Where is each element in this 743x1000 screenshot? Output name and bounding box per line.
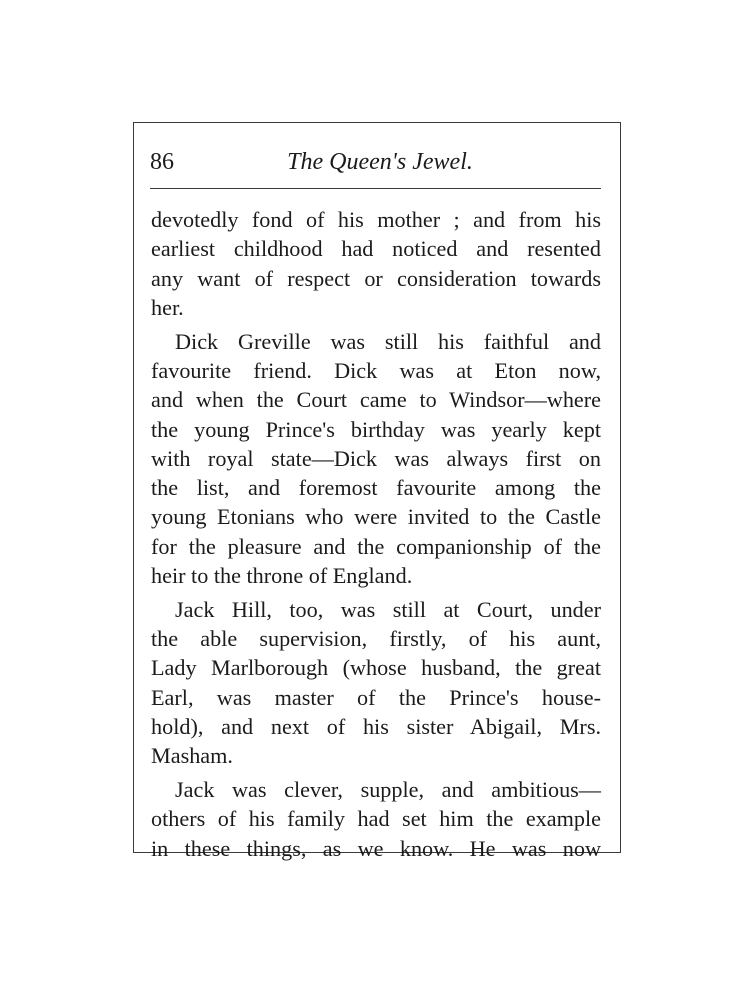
text-line: Jack was clever, supple, and ambitious— xyxy=(175,777,601,803)
text-line: the able supervision, firstly, of his aunt, xyxy=(151,626,601,652)
text-line: hold), and next of his sister Abigail, Mrs. xyxy=(151,714,601,740)
text-line: her. xyxy=(151,294,184,320)
text-line: devotedly fond of his mother ; and from his xyxy=(151,207,601,232)
running-title: The Queen's Jewel. xyxy=(287,149,473,175)
text-line: Lady Marlborough (whose husband, the great xyxy=(151,655,601,681)
text-line: and when the Court came to Windsor—where xyxy=(151,387,601,413)
text-line: Jack Hill, too, was still at Court, under xyxy=(175,596,601,622)
text-line: the young Prince's birthday was yearly kept xyxy=(151,416,601,442)
text-line: with royal state—Dick was always first on xyxy=(151,445,601,471)
text-line: heir to the throne of England. xyxy=(151,563,413,589)
text-line: Masham. xyxy=(151,743,233,769)
page-number: 86 xyxy=(150,149,174,175)
text-line: others of his family had set him the example xyxy=(151,806,601,832)
text-line: Dick Greville was still his faithful and xyxy=(175,328,601,354)
text-line: earliest childhood had noticed and resented xyxy=(151,236,601,262)
text-line: for the pleasure and the companionship of the xyxy=(151,533,601,559)
text-line: the list, and foremost favourite among the xyxy=(151,475,601,501)
header-rule xyxy=(150,188,601,189)
text-line: favourite friend. Dick was at Eton now, xyxy=(151,357,601,383)
text-line: Earl, was master of the Prince's house- xyxy=(151,684,601,710)
body-text xyxy=(151,205,601,863)
running-head xyxy=(150,146,602,178)
text-line: young Etonians who were invited to the Castle xyxy=(151,504,601,530)
text-line: any want of respect or consideration towards xyxy=(151,265,601,291)
text-line: in these things, as we know. He was now xyxy=(151,835,601,861)
